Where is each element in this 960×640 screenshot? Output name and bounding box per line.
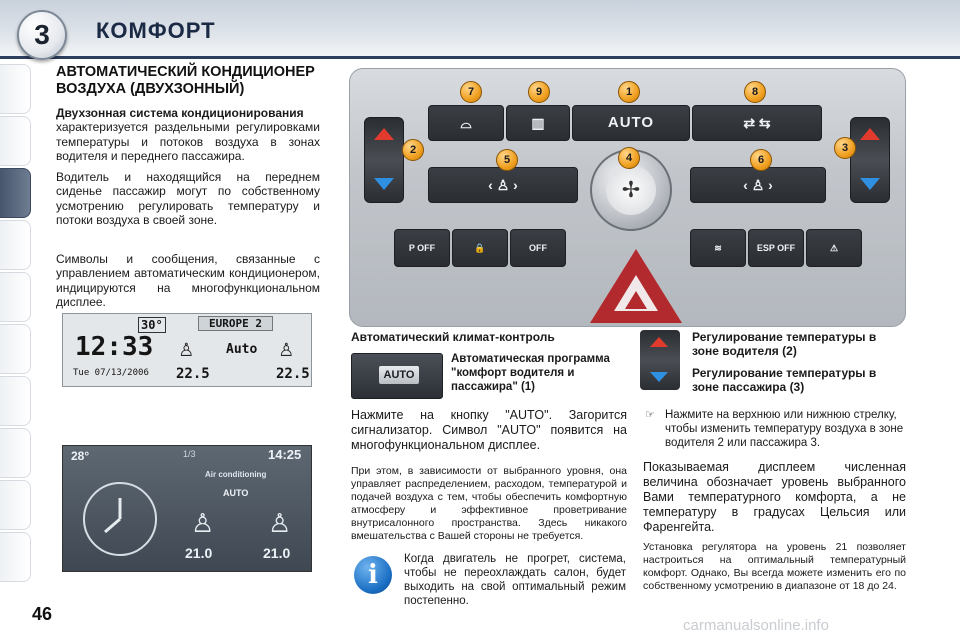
auto-button-label: AUTO xyxy=(379,366,419,384)
paragraph-display: Символы и сообщения, связанные с управлением автоматическим кондиционером, индицируются на многофункциональном дисплее. xyxy=(56,251,320,309)
auto-button[interactable]: AUTO xyxy=(572,105,690,141)
temp-down-arrow-icon xyxy=(374,178,394,190)
paragraph-zones: Водитель и находящийся на переднем сиденье пассажир могут по собственному усмотрению регулировать температуру и потоки воздуха в своей зоне. xyxy=(56,169,320,227)
page-number: 46 xyxy=(32,604,53,624)
side-tab-8[interactable] xyxy=(0,428,31,478)
display-radio-station: EUROPE 2 xyxy=(198,316,273,331)
passenger-temp-rocker[interactable] xyxy=(850,117,890,203)
driver-temp-rocker[interactable] xyxy=(364,117,404,203)
header-rule xyxy=(0,56,960,59)
fan-icon: ✢ xyxy=(606,165,656,215)
rear-screen-demist-button[interactable]: ▥ xyxy=(506,105,570,141)
chapter-title: КОМФОРТ xyxy=(96,18,216,43)
windscreen-demist-button[interactable]: ⌓ xyxy=(428,105,504,141)
temp-rocker-closeup xyxy=(640,330,680,390)
display2-passenger-seat-icon: ♙ xyxy=(268,508,292,538)
display2-temp-driver: 21.0 xyxy=(185,545,213,561)
auto-explanation: При этом, в зависимости от выбранного уровня, она управляет распределением, расходом, температурой и подачей воздуха с тем, чтобы обеспечить комфортную атмосферу и эффективное проветривание внутрисалонного пространства. Здесь никакого вмешательства с Вашей стороны не требуется. xyxy=(351,465,627,542)
display-temp-driver: 22.5 xyxy=(176,366,210,382)
display-time: 12:33 xyxy=(75,332,154,362)
climate-control-panel xyxy=(349,68,906,327)
display-temp-passenger: 22.5 xyxy=(276,366,310,382)
side-tab-1[interactable] xyxy=(0,64,31,114)
auto-button-closeup xyxy=(351,353,443,399)
callout-5: 5 xyxy=(496,149,518,171)
passenger-temp-caption: Регулирование температуры в зоне пассажира (3) xyxy=(692,366,877,394)
display2-mode: AUTO xyxy=(223,488,249,498)
display-outside-temp: 30° xyxy=(138,317,166,333)
display-date: Tue 07/13/2006 xyxy=(73,368,149,378)
watermark: carmanualsonline.info xyxy=(683,617,829,634)
chapter-number-badge: 3 xyxy=(17,10,67,60)
passenger-air-distribution-button[interactable]: ‹ ♙ › xyxy=(690,167,826,203)
driver-seat-icon: ♙ xyxy=(179,334,194,362)
callout-7: 7 xyxy=(460,81,482,103)
heated-seat-button[interactable]: ≋ xyxy=(690,229,746,267)
side-tab-5[interactable] xyxy=(0,272,31,322)
temp-up-arrow-icon xyxy=(860,128,880,140)
ac-off-button[interactable]: OFF xyxy=(510,229,566,267)
callout-2: 2 xyxy=(402,139,424,161)
auto-program-caption: Автоматическая программа "комфорт водителя и пассажира" (1) xyxy=(451,353,610,393)
side-tab-10[interactable] xyxy=(0,532,31,582)
parking-sensor-off-button[interactable]: P OFF xyxy=(394,229,450,267)
analog-clock-icon xyxy=(83,482,157,556)
central-locking-button[interactable]: 🔒 xyxy=(452,229,508,267)
display2-driver-seat-icon: ♙ xyxy=(191,508,215,538)
display2-track: 1/3 xyxy=(183,449,196,459)
multifunction-display-color xyxy=(62,445,312,572)
section-title: АВТОМАТИЧЕСКИЙ КОНДИЦИОНЕР ВОЗДУХА (ДВУХЗОННЫЙ) xyxy=(56,64,315,97)
display-mode: Auto xyxy=(226,342,258,357)
display2-temp-passenger: 21.0 xyxy=(263,545,291,561)
temperature-description-column xyxy=(643,408,906,599)
temp-level-21-note: Установка регулятора на уровень 21 позволяет настроиться на оптимальный температурный комфорт. Однако, Вы всегда можете изменить его по собственному усмотрению в диапазоне от 18 до 24. xyxy=(643,541,906,592)
panel-caption: Автоматический климат-контроль xyxy=(351,330,555,344)
temp-bullet-text: Нажмите на верхнюю или нижнюю стрелку, чтобы изменить температуру воздуха в зоне водителя 2 или пассажира 3. xyxy=(665,409,904,449)
callout-4: 4 xyxy=(618,147,640,169)
temp-bullet xyxy=(643,408,906,450)
callout-9: 9 xyxy=(528,81,550,103)
intro-column xyxy=(56,64,320,316)
driver-temp-caption: Регулирование температуры в зоне водителя (2) xyxy=(692,330,877,358)
intro-text: характеризуется раздельными регулировками температуры и потоков воздуха в зонах водителя и переднего пассажира. xyxy=(56,120,320,163)
passenger-seat-icon: ♙ xyxy=(279,334,294,362)
callout-1: 1 xyxy=(618,81,640,103)
display2-label: Air conditioning xyxy=(205,470,267,479)
info-note: Когда двигатель не прогрет, система, чтобы не переохлаждать салон, будет выходить на свой оптимальный режим постепенно. xyxy=(404,553,626,607)
side-tab-3-active[interactable] xyxy=(0,168,31,218)
side-tab-6[interactable] xyxy=(0,324,31,374)
driver-air-distribution-button[interactable]: ‹ ♙ › xyxy=(428,167,578,203)
intro-bold: Двухзонная система кондиционирования xyxy=(56,106,304,120)
display2-outside-temp: 28° xyxy=(71,449,90,463)
display2-clock: 14:25 xyxy=(268,447,302,462)
temp-up-arrow-icon xyxy=(374,128,394,140)
callout-8: 8 xyxy=(744,81,766,103)
temp-down-arrow-icon xyxy=(650,372,668,382)
auto-description-column xyxy=(351,408,627,549)
auto-instruction: Нажмите на кнопку "AUTO". Загорится сигнализатор. Символ "AUTO" появится на многофункциональном дисплее. xyxy=(351,408,627,452)
callout-3: 3 xyxy=(834,137,856,159)
side-tab-2[interactable] xyxy=(0,116,31,166)
child-lock-button[interactable]: ⚠ xyxy=(806,229,862,267)
side-tab-7[interactable] xyxy=(0,376,31,426)
hazard-triangle-core xyxy=(625,291,647,309)
pointing-hand-icon: ☞ xyxy=(645,409,655,421)
temp-up-arrow-icon xyxy=(650,337,668,347)
callout-6: 6 xyxy=(750,149,772,171)
info-icon: i xyxy=(354,556,392,594)
esp-off-button[interactable]: ESP OFF xyxy=(748,229,804,267)
side-tab-9[interactable] xyxy=(0,480,31,530)
temp-down-arrow-icon xyxy=(860,178,880,190)
air-recirculation-button[interactable]: ⇄ ⇆ xyxy=(692,105,822,141)
temp-level-explanation: Показываемая дисплеем численная величина обозначает уровень выбранного Вами температурного комфорта, а не температуру в градусах Цельсия или Фаренгейта. xyxy=(643,460,906,534)
side-tab-4[interactable] xyxy=(0,220,31,270)
multifunction-display-monochrome xyxy=(62,313,312,387)
